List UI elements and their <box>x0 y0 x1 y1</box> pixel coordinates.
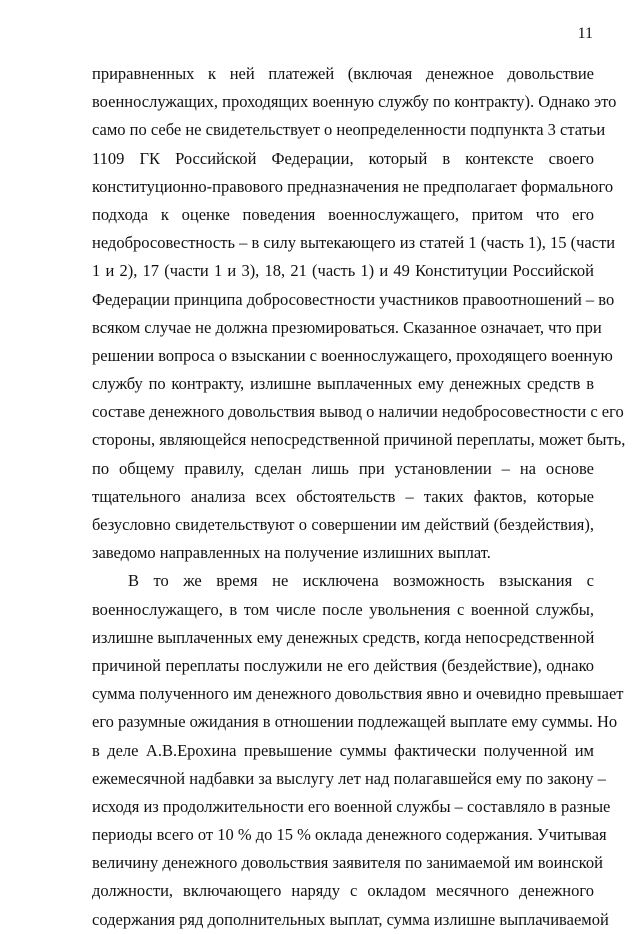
text-line: подхода к оценке поведения военнослужащего, притом что его <box>92 204 594 224</box>
text-line: военнослужащих, проходящих военную службу по контракту). Однако это <box>92 92 617 112</box>
text-line: само по себе не свидетельствует о неопределенности подпункта 3 статьи <box>92 120 606 140</box>
text-line: стороны, являющейся непосредственной причиной переплаты, может быть, <box>92 430 626 450</box>
text-line: исходя из продолжительности его военной службы – составляло в разные <box>92 796 611 816</box>
text-line: приравненных к ней платежей (включая денежное довольствие <box>92 64 594 83</box>
text-line: периоды всего от 10 % до 15 % оклада денежного содержания. Учитывая <box>92 825 607 845</box>
text-line: величину денежного довольствия заявителя по занимаемой им воинской <box>92 853 603 873</box>
text-line: тщательного анализа всех обстоятельств – таких фактов, которые <box>92 486 594 506</box>
text-line: решении вопроса о взыскании с военнослужащего, проходящего военную <box>92 345 613 365</box>
body-text <box>92 60 626 934</box>
text-line: причиной переплаты послужили не его действия (бездействие), однако <box>92 655 594 675</box>
text-line: службу по контракту, излишне выплаченных ему денежных средств в <box>92 374 594 394</box>
text-line: Федерации принципа добросовестности участников правоотношений – во <box>92 289 615 309</box>
text-line: составе денежного довольствия вывод о наличии недобросовестности с его <box>92 402 624 422</box>
text-line: заведомо направленных на получение излишних выплат. <box>92 543 491 563</box>
text-line: в деле А.В.Ерохина превышение суммы фактически полученной им <box>92 740 594 760</box>
text-line: его разумные ожидания в отношении подлежащей выплате ему суммы. Но <box>92 712 618 732</box>
text-line: излишне выплаченных ему денежных средств, когда непосредственной <box>92 627 595 647</box>
text-line: должности, включающего наряду с окладом месячного денежного <box>92 881 594 901</box>
text-line: по общему правилу, сделан лишь при установлении – на основе <box>92 458 594 478</box>
text-line: 1 и 2), 17 (части 1 и 3), 18, 21 (часть 1) и 49 Конституции Российской <box>92 261 594 281</box>
text-line: безусловно свидетельствуют о совершении им действий (бездействия), <box>92 515 594 534</box>
text-line: конституционно-правового предназначения не предполагает формального <box>92 176 614 196</box>
text-line: 1109 ГК Российской Федерации, который в контексте своего <box>92 148 594 168</box>
text-line: сумма полученного им денежного довольствия явно и очевидно превышает <box>92 684 624 704</box>
text-line: содержания ряд дополнительных выплат, сумма излишне выплачиваемой <box>92 909 609 929</box>
text-line: недобросовестность – в силу вытекающего из статей 1 (часть 1), 15 (части <box>92 233 616 253</box>
text-line: всяком случае не должна презюмироваться. Сказанное означает, что при <box>92 317 602 337</box>
page-number: 11 <box>577 25 593 42</box>
text-line: военнослужащего, в том числе после увольнения с военной службы, <box>92 599 594 619</box>
text-line: В то же время не исключена возможность взыскания с <box>128 571 594 591</box>
text-line: ежемесячной надбавки за выслугу лет над полагавшейся ему по закону – <box>92 768 606 788</box>
